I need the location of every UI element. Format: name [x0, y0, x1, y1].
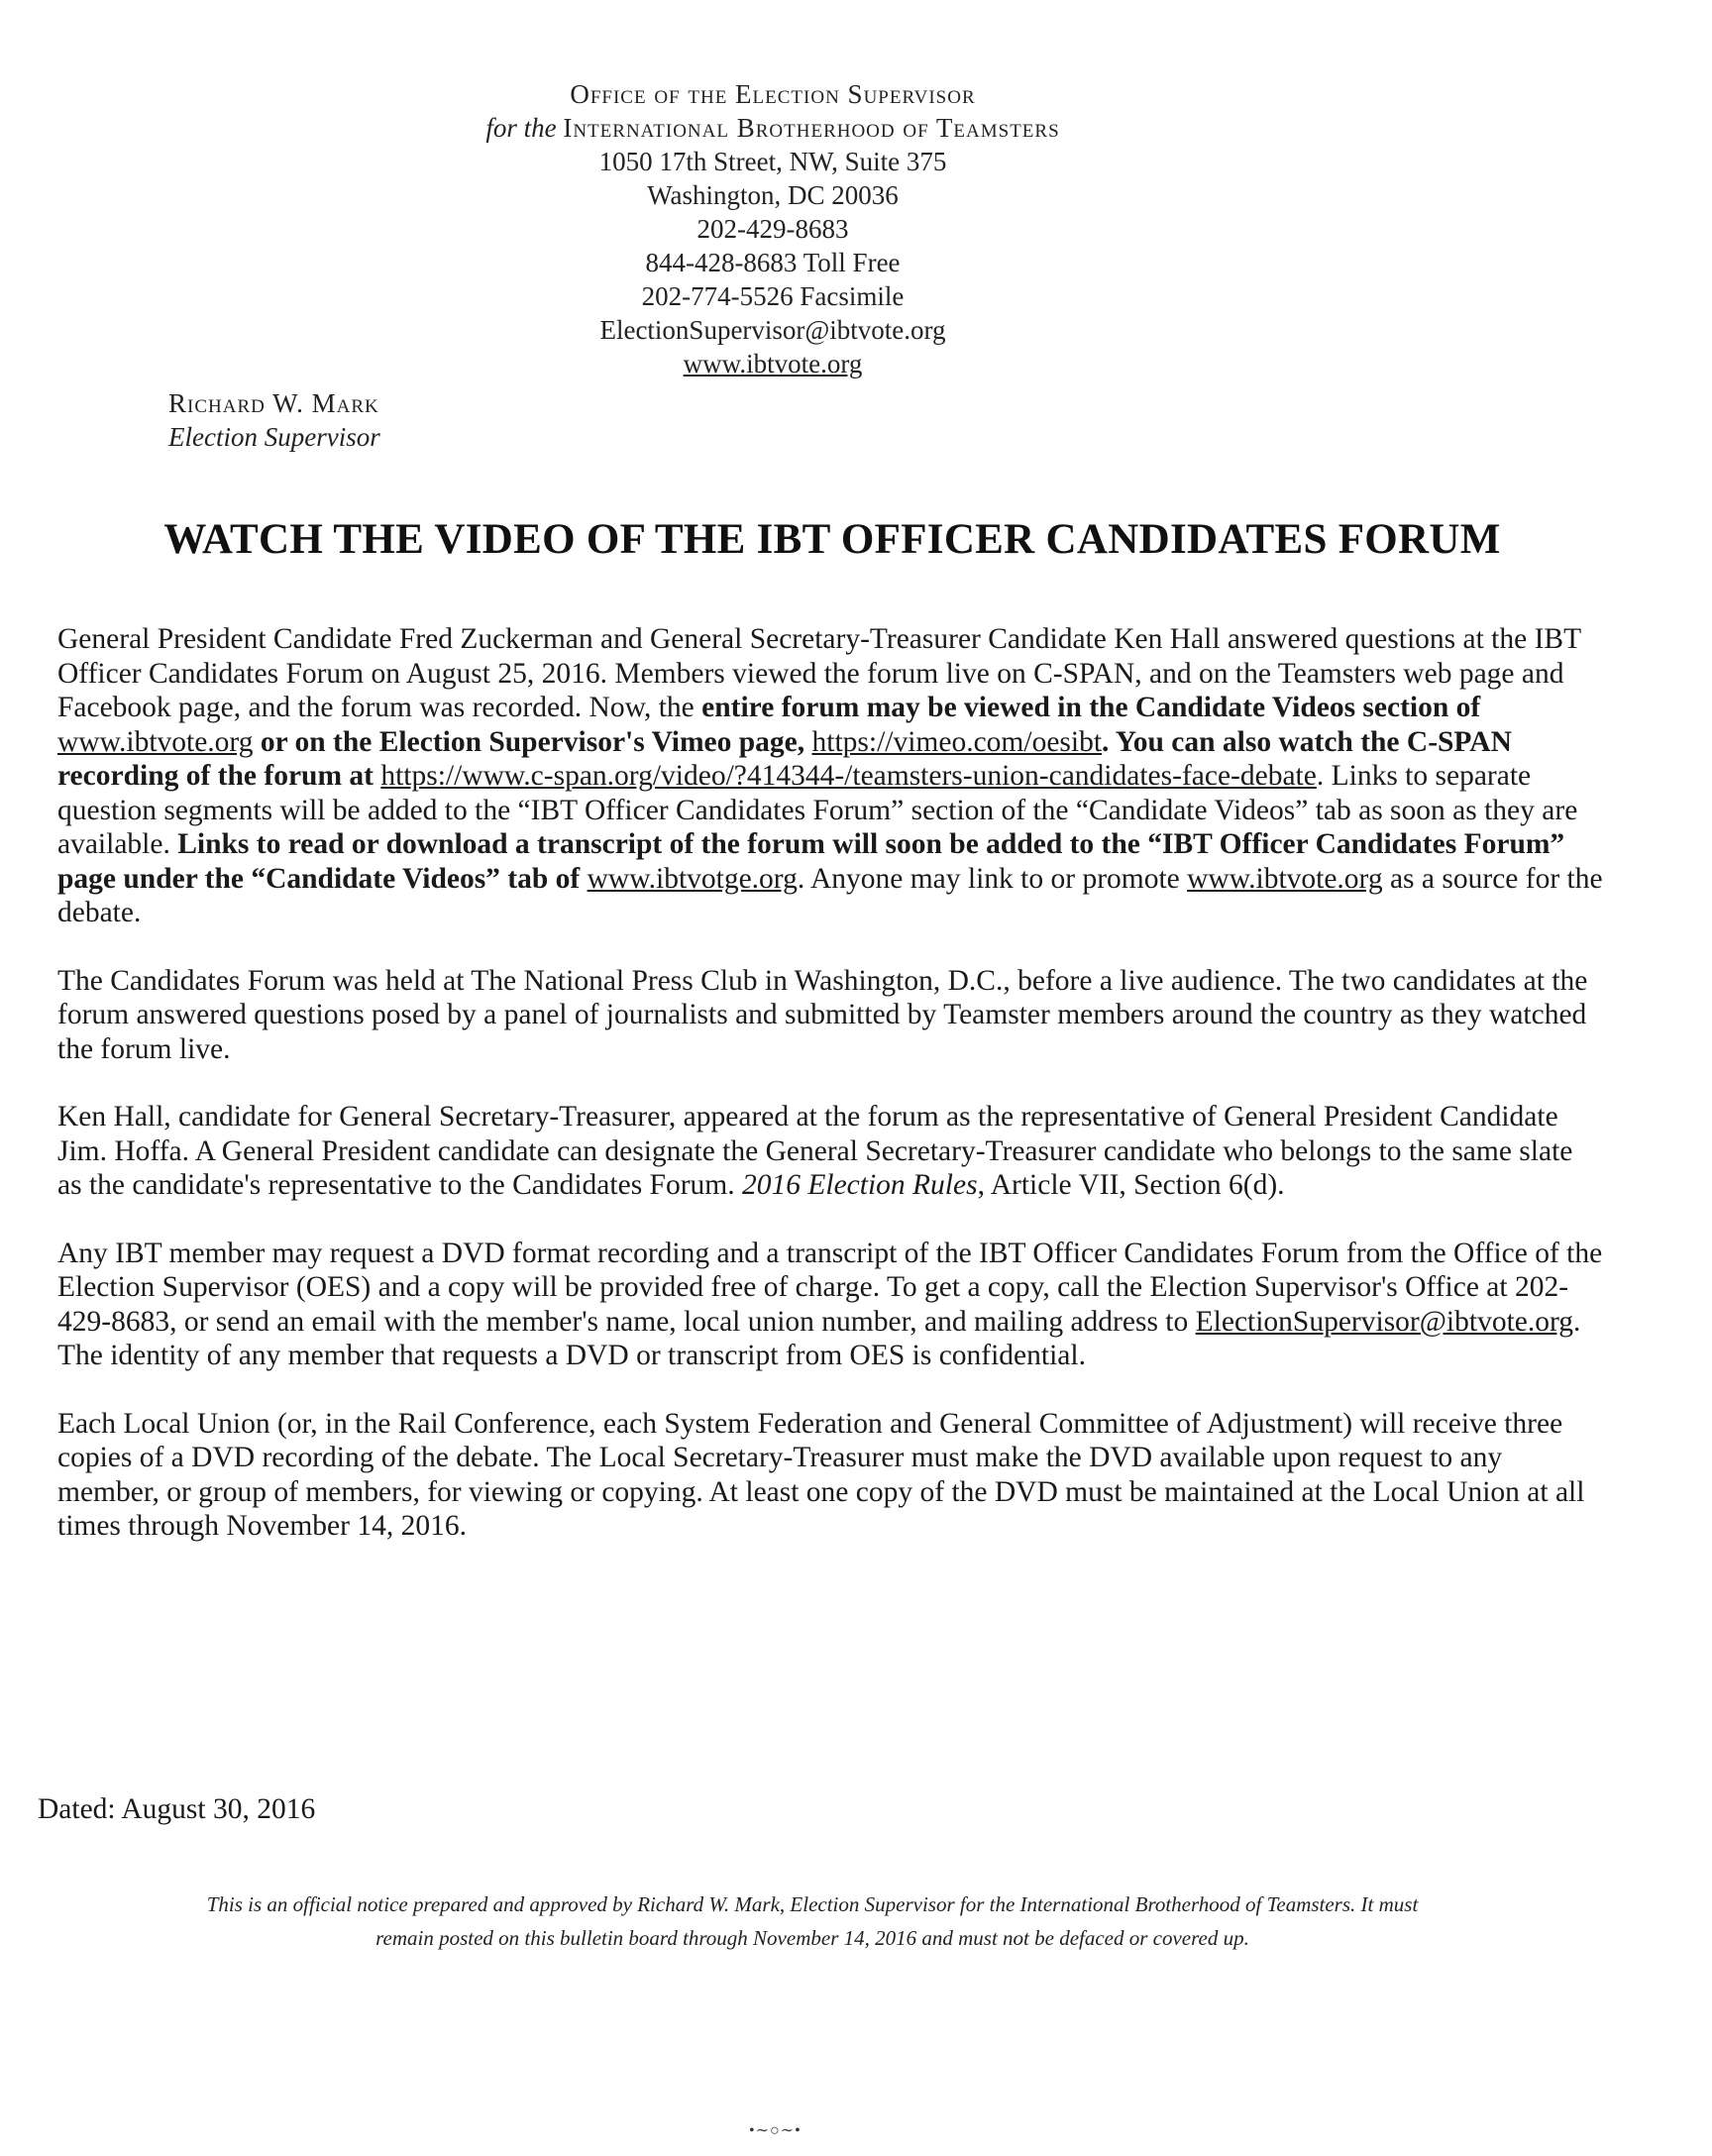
toll-free-number: 844-428-8683 Toll Free [645, 248, 901, 277]
paragraph-forum-location: The Candidates Forum was held at The National Press Club in Washington, D.C., before a live audience. The two candidates at the forum answered questions posed by a panel of journalists and submitted by Teamster members around the country as they watched the forum live. [57, 964, 1588, 1065]
election-rules-citation: 2016 Election Rules [741, 1169, 978, 1201]
organization-line [436, 111, 1110, 145]
p4-text-c: . The identity of any member that requests a DVD or transcript from OES is confidential. [57, 1305, 1581, 1371]
ibtvotge-link[interactable]: www.ibtvotge.org [587, 862, 798, 895]
p1-text-h: . Links to separate question segments will be added to the “IBT Officer Candidates Forum” section of the “Candidate Videos” tab as soon as they are available. [57, 760, 1578, 860]
address-line-2: Washington, DC 20036 [647, 180, 899, 210]
official-notice [40, 1887, 1585, 1955]
paragraph-local-union: Each Local Union (or, in the Rail Conference, each System Federation and General Committee of Adjustment) will receive three copies of a DVD recording of the debate. The Local Secretary-Treasurer must make the DVD available upon request to any member, or group of members, for viewing or copying. At least one copy of the DVD must be maintained at the Local Union at all times through November 14, 2016. [57, 1407, 1585, 1542]
p1-text-k: . Anyone may link to or promote [797, 862, 1188, 895]
fax-number: 202-774-5526 Facsimile [641, 281, 905, 311]
p1-text-m: as a source for the debate. [57, 862, 1603, 928]
ibtvote-link[interactable]: www.ibtvote.org [57, 725, 254, 758]
p1-bold-i: Links to read or download a transcript of the forum will soon be added to the “IBT Officer Candidates Forum” page under the “Candidate Videos” tab of [57, 828, 1565, 895]
p1-bold-f: . You can also watch the C-SPAN recording of the forum at [57, 725, 1512, 792]
cspan-link[interactable]: https://www.c-span.org/video/?414344-/teamsters-union-candidates-face-debate [380, 760, 1317, 792]
ibtvote-link-2[interactable]: www.ibtvote.org [1187, 862, 1383, 895]
p1-text-a: General President Candidate Fred Zuckerman and General Secretary-Treasurer Candidate Ken Hall answered questions at the IBT Officer Candidates Forum on August 25, 2016. Members viewed the forum live on C-SPAN, and on the Teamsters web page and Facebook page, and the forum was recorded. Now, the [57, 623, 1581, 723]
ornament-icon: •∼○∼• [749, 2122, 802, 2139]
notice-body [57, 622, 1603, 1577]
phone-number: 202-429-8683 [696, 214, 849, 244]
paragraph-ken-hall [57, 1100, 1603, 1203]
election-supervisor-email-link[interactable]: ElectionSupervisor@ibtvote.org [1195, 1305, 1574, 1338]
page-title: WATCH THE VIDEO OF THE IBT OFFICER CANDIDATES FORUM [163, 516, 1501, 563]
paragraph-forum-video [57, 622, 1603, 930]
letterhead [436, 77, 1110, 380]
p3-text-a: Ken Hall, candidate for General Secretary-Treasurer, appeared at the forum as the representative of General President Candidate Jim. Hoffa. A General President candidate can designate the General Secretary-Treasurer candidate who belongs to the same slate as the candidate's representative to the Candidates Forum. [57, 1101, 1573, 1201]
signer-title: Election Supervisor [168, 422, 380, 452]
address-line-1: 1050 17th Street, NW, Suite 375 [598, 147, 947, 176]
p4-text-a: Any IBT member may request a DVD format recording and a transcript of the IBT Officer Candidates Forum from the Office of the Election Supervisor (OES) and a copy will be provided free of charge. To get a copy, call the Election Supervisor's Office at 202-429-8683, or send an email with the member's name, local union number, and mailing address to [57, 1237, 1603, 1338]
organization-name: International Brotherhood of Teamsters [563, 113, 1060, 143]
paragraph-dvd-request [57, 1237, 1603, 1373]
office-name: Office of the Election Supervisor [570, 79, 976, 109]
vimeo-link[interactable]: https://vimeo.com/oesibt [811, 725, 1103, 758]
signer-name: Richard W. Mark [168, 388, 379, 418]
p3-text-c: , Article VII, Section 6(d). [977, 1169, 1285, 1201]
p1-bold-b: entire forum may be viewed in the Candidate Videos section of [701, 692, 1481, 723]
p1-bold-d: or on the Election Supervisor's Vimeo page, [253, 725, 812, 758]
official-notice-line-1: This is an official notice prepared and approved by Richard W. Mark, Election Supervisor for the International Brotherhood of Teamsters. It must [206, 1892, 1419, 1916]
for-the-label: for the [485, 113, 557, 143]
contact-email: ElectionSupervisor@ibtvote.org [599, 315, 946, 345]
official-notice-line-2: remain posted on this bulletin board through November 14, 2016 and must not be defaced or covered up. [375, 1926, 1249, 1950]
website-link[interactable]: www.ibtvote.org [683, 349, 863, 378]
signer-block [168, 386, 380, 454]
dated-line: Dated: August 30, 2016 [38, 1793, 316, 1825]
